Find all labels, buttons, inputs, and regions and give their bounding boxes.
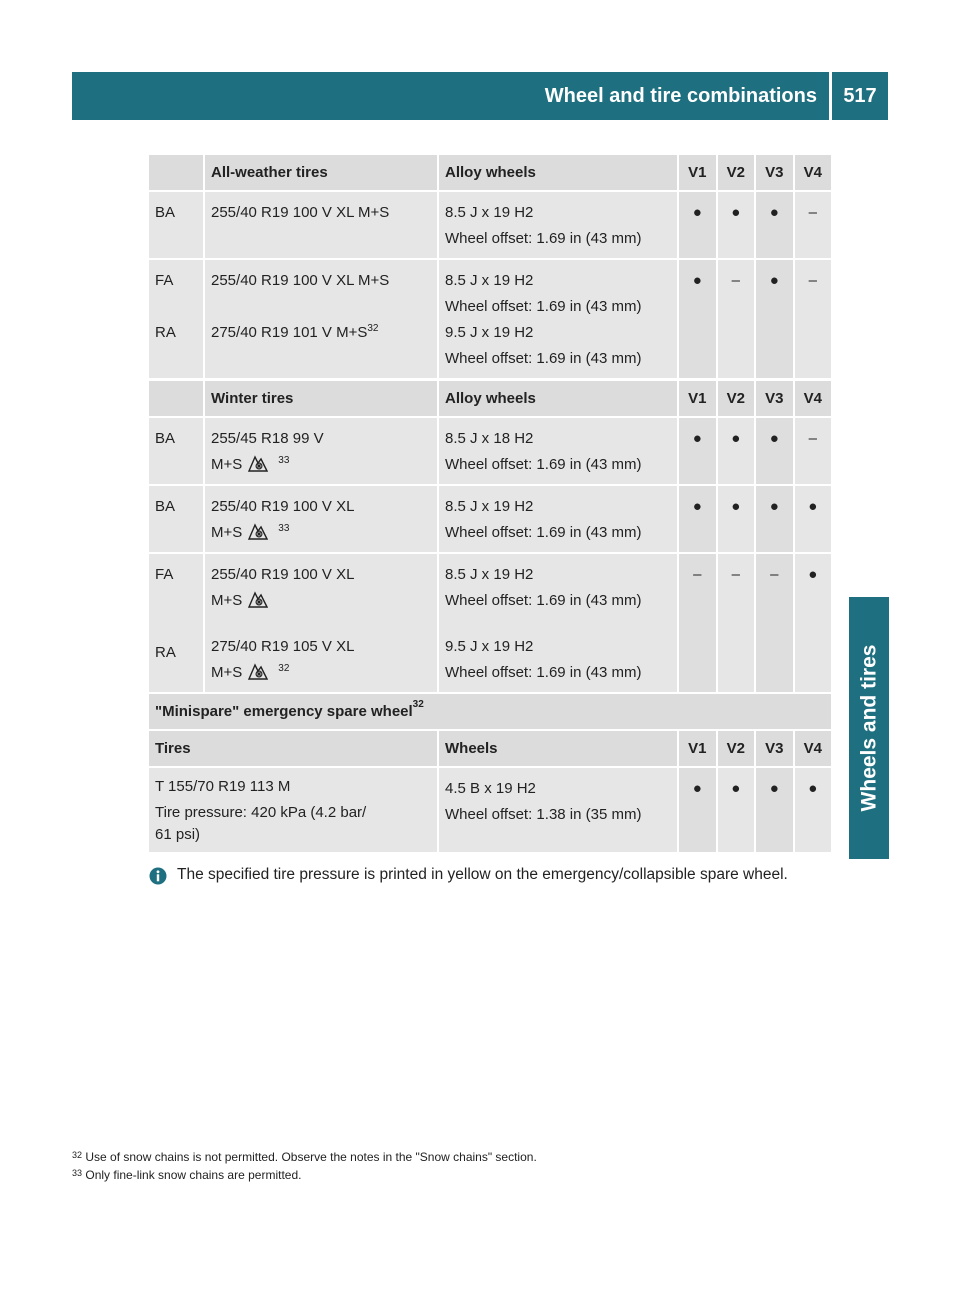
info-icon (149, 867, 167, 885)
variant-cell: ● (795, 554, 834, 694)
chapter-tab-label: Wheels and tires (857, 644, 881, 812)
footnote (72, 1166, 537, 1184)
header-cell: V2 (718, 731, 757, 768)
table-row (149, 192, 833, 260)
header-cell: V4 (795, 155, 834, 192)
axle-cell: BA (149, 486, 205, 554)
variant-cell: – (679, 554, 718, 694)
tire-size: 255/40 R19 100 V XL (211, 566, 355, 583)
variant-cell: ● (679, 486, 718, 554)
tire-size: T 155/70 R19 113 M (155, 778, 291, 795)
wheel-cell (439, 486, 679, 554)
variant-cell: – (718, 260, 757, 380)
all-weather-tires-table (149, 155, 833, 380)
ms-line (211, 520, 431, 546)
wheel-size: 8.5 J x 19 H2 (445, 566, 534, 583)
header-cell: V2 (718, 381, 757, 418)
header-cell: V1 (679, 155, 718, 192)
wheel-cell (439, 418, 679, 486)
wheel-size: 8.5 J x 19 H2 (445, 498, 534, 515)
tire-size: 255/40 R19 100 V XL (211, 498, 355, 515)
wheel-size: 4.5 B x 19 H2 (445, 780, 536, 797)
table-row (149, 554, 833, 694)
variant-cell: ● (756, 768, 795, 854)
table-row (149, 418, 833, 486)
variant-cell: ● (718, 192, 757, 260)
variant-cell: – (718, 554, 757, 694)
header-cell: V2 (718, 155, 757, 192)
header-cell (149, 381, 205, 418)
tire-cell (205, 486, 439, 554)
footnote-ref[interactable]: 32 (412, 699, 424, 710)
wheel-size: 9.5 J x 19 H2 (445, 638, 534, 655)
variant-cell: ● (679, 260, 718, 380)
table-header-row (149, 731, 833, 768)
ms-label: M+S (211, 456, 243, 473)
tire-cell (205, 418, 439, 486)
tire-size: 275/40 R19 105 V XL (211, 638, 355, 655)
tire-pressure-cont: 61 psi) (155, 826, 201, 843)
table-row (149, 768, 833, 854)
tire-front: 255/40 R19 100 V XL M+S (211, 272, 390, 289)
variant-cell: ● (795, 486, 834, 554)
footnote-text: Only fine-link snow chains are permitted. (85, 1168, 302, 1182)
footnote-ref[interactable]: 33 (278, 455, 290, 466)
variant-cell: – (795, 192, 834, 260)
axle-front: FA (155, 566, 174, 583)
header-cell: V3 (756, 155, 795, 192)
wheel-size: 8.5 J x 19 H2 (445, 272, 534, 289)
chapter-tab[interactable] (849, 597, 889, 859)
variant-cell: ● (718, 418, 757, 486)
variant-cell: ● (718, 768, 757, 854)
header-cell: V4 (795, 731, 834, 768)
header-cell: Alloy wheels (439, 155, 679, 192)
variant-cell: – (795, 260, 834, 380)
footnotes (72, 1148, 537, 1184)
info-text: The specified tire pressure is printed in yellow on the emergency/collapsible spare wheel. (177, 866, 788, 883)
table-title-text: "Minispare" emergency spare wheel (155, 703, 413, 720)
snowflake-mountain-icon (248, 454, 268, 472)
wheel-cell (439, 192, 679, 260)
variant-cell: – (795, 418, 834, 486)
winter-tires-table (149, 381, 833, 694)
table-title-row (149, 694, 833, 731)
header-cell: Tires (149, 731, 439, 768)
axle-cell: BA (149, 418, 205, 486)
header-cell: V4 (795, 381, 834, 418)
table-header-row (149, 155, 833, 192)
axle-front: FA (155, 272, 174, 289)
footnote-ref[interactable]: 32 (367, 323, 379, 334)
info-note (149, 866, 849, 885)
snowflake-mountain-icon (248, 662, 268, 680)
tire-rear (211, 320, 431, 346)
wheel-cell (439, 768, 679, 854)
snowflake-mountain-icon (248, 590, 268, 608)
tire-cell (205, 260, 439, 380)
footnote-number: 32 (72, 1150, 83, 1160)
table-title (149, 694, 833, 731)
page-number: 517 (843, 84, 877, 107)
wheel-offset: Wheel offset: 1.69 in (43 mm) (445, 230, 642, 247)
variant-cell: ● (718, 486, 757, 554)
axle-rear: RA (155, 324, 176, 341)
wheel-offset: Wheel offset: 1.69 in (43 mm) (445, 592, 642, 609)
tire-size: 255/45 R18 99 V (211, 430, 324, 447)
ms-label: M+S (211, 524, 243, 541)
page-header (72, 72, 888, 120)
footnote (72, 1148, 537, 1166)
header-cell: Alloy wheels (439, 381, 679, 418)
wheel-size: 8.5 J x 19 H2 (445, 204, 534, 221)
table-row (149, 260, 833, 380)
header-cell: V1 (679, 731, 718, 768)
variant-cell: ● (679, 192, 718, 260)
wheel-size: 9.5 J x 19 H2 (445, 324, 534, 341)
variant-cell: ● (679, 768, 718, 854)
footnote-text: Use of snow chains is not permitted. Observe the notes in the "Snow chains" section. (85, 1150, 537, 1164)
tire-cell: 255/40 R19 100 V XL M+S (205, 192, 439, 260)
tire-pressure: Tire pressure: 420 kPa (4.2 bar/ (155, 804, 367, 821)
axle-cell (149, 554, 205, 694)
tire-rear-text: 275/40 R19 101 V M+S (211, 324, 368, 341)
ms-line (211, 452, 431, 478)
ms-line (211, 660, 431, 686)
wheel-size: 8.5 J x 18 H2 (445, 430, 534, 447)
tire-cell (149, 768, 439, 854)
ms-label: M+S (211, 664, 243, 681)
table-header-row (149, 381, 833, 418)
variant-cell: ● (756, 486, 795, 554)
wheel-cell (439, 260, 679, 380)
snowflake-mountain-icon (248, 522, 268, 540)
wheel-offset: Wheel offset: 1.69 in (43 mm) (445, 664, 642, 681)
tire-cell (205, 554, 439, 694)
footnote-ref[interactable]: 33 (278, 523, 290, 534)
wheel-offset: Wheel offset: 1.69 in (43 mm) (445, 350, 642, 367)
header-cell: V3 (756, 731, 795, 768)
wheel-offset: Wheel offset: 1.69 in (43 mm) (445, 298, 642, 315)
wheel-cell (439, 554, 679, 694)
variant-cell: – (756, 554, 795, 694)
axle-rear: RA (155, 644, 176, 661)
variant-cell: ● (679, 418, 718, 486)
header-cell: V3 (756, 381, 795, 418)
header-cell: All-weather tires (205, 155, 439, 192)
ms-line (211, 588, 431, 614)
header-cell: V1 (679, 381, 718, 418)
footnote-number: 33 (72, 1168, 83, 1178)
header-cell: Wheels (439, 731, 679, 768)
variant-cell: ● (795, 768, 834, 854)
variant-cell: ● (756, 260, 795, 380)
minispare-table (149, 694, 833, 854)
header-title: Wheel and tire combinations (544, 84, 817, 107)
header-cell (149, 155, 205, 192)
ms-label: M+S (211, 592, 243, 609)
table-row (149, 486, 833, 554)
variant-cell: ● (756, 418, 795, 486)
axle-cell (149, 260, 205, 380)
variant-cell: ● (756, 192, 795, 260)
axle-cell: BA (149, 192, 205, 260)
wheel-offset: Wheel offset: 1.38 in (35 mm) (445, 806, 642, 823)
wheel-offset: Wheel offset: 1.69 in (43 mm) (445, 456, 642, 473)
wheel-offset: Wheel offset: 1.69 in (43 mm) (445, 524, 642, 541)
footnote-ref[interactable]: 32 (278, 663, 290, 674)
header-cell: Winter tires (205, 381, 439, 418)
